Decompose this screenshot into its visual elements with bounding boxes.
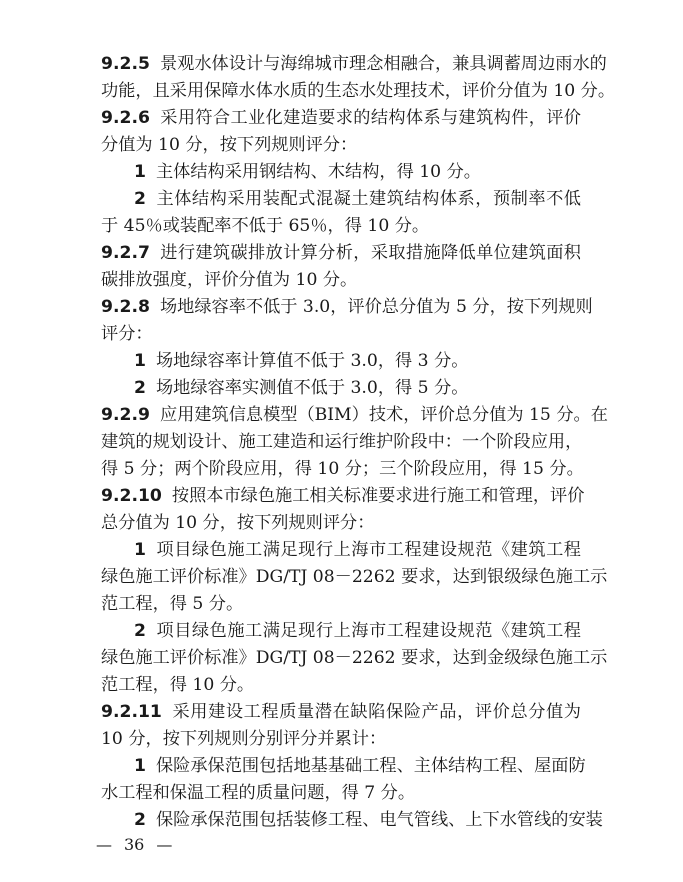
- clause-9-2-9-line-3: 得 5 分；两个阶段应用，得 10 分；三个阶段应用，得 15 分。: [101, 459, 584, 479]
- item-number: 1: [134, 162, 146, 182]
- clause-9-2-7-line-2: 碳排放强度，评价分值为 10 分。: [101, 270, 358, 290]
- clause-9-2-10-item-1-line-1: 1 项目绿色施工满足现行上海市工程建设规范《建筑工程: [134, 540, 581, 560]
- clause-9-2-8-item-2: 2 场地绿容率实测值不低于 3.0，得 5 分。: [134, 378, 469, 398]
- clause-number: 9.2.11: [101, 702, 162, 722]
- clause-9-2-6-line-2: 分值为 10 分，按下列规则评分：: [101, 135, 358, 155]
- clause-9-2-7-line-1: 9.2.7 进行建筑碳排放计算分析，采取措施降低单位建筑面积: [101, 243, 581, 263]
- clause-9-2-5-line-1: 9.2.5 景观水体设计与海绵城市理念相融合，兼具调蓄周边雨水的: [101, 54, 607, 74]
- item-number: 2: [134, 189, 146, 209]
- clause-9-2-9-line-2: 建筑的规划设计、施工建造和运行维护阶段中：一个阶段应用，: [101, 432, 583, 452]
- clause-9-2-8-line-1: 9.2.8 场地绿容率不低于 3.0，评价总分值为 5 分，按下列规则: [101, 297, 593, 317]
- clause-9-2-6-item-2-line-1: 2 主体结构采用装配式混凝土建筑结构体系，预制率不低: [134, 189, 581, 209]
- item-number: 2: [134, 621, 146, 641]
- clause-9-2-10-item-1-line-2: 绿色施工评价标准》DG/TJ 08－2262 要求，达到银级绿色施工示: [101, 567, 608, 587]
- clause-9-2-11-item-2-line-1: 2 保险承保范围包括装修工程、电气管线、上下水管线的安装: [134, 810, 603, 830]
- clause-9-2-6-line-1: 9.2.6 采用符合工业化建造要求的结构体系与建筑构件，评价: [101, 108, 581, 128]
- item-number: 1: [134, 540, 146, 560]
- clause-9-2-8-item-1: 1 场地绿容率计算值不低于 3.0，得 3 分。: [134, 351, 469, 371]
- clause-number: 9.2.5: [101, 54, 150, 74]
- clause-9-2-6-item-2-line-2: 于 45％或装配率不低于 65％，得 10 分。: [101, 216, 430, 236]
- clause-9-2-8-line-2: 评分：: [101, 324, 153, 344]
- clause-9-2-6-item-1: 1 主体结构采用钢结构、木结构，得 10 分。: [134, 162, 481, 182]
- page-footer: [96, 833, 184, 857]
- clause-9-2-11-line-1: 9.2.11 采用建设工程质量潜在缺陷保险产品，评价总分值为: [101, 702, 581, 722]
- clause-9-2-10-line-1: 9.2.10 按照本市绿色施工相关标准要求进行施工和管理，评价: [101, 486, 585, 506]
- clause-number: 9.2.6: [101, 108, 150, 128]
- clause-9-2-10-item-1-line-3: 范工程，得 5 分。: [101, 594, 244, 614]
- clause-9-2-11-item-1-line-2: 水工程和保温工程的质量问题，得 7 分。: [101, 783, 416, 803]
- clause-9-2-10-item-2-line-3: 范工程，得 10 分。: [101, 675, 255, 695]
- clause-9-2-10-item-2-line-2: 绿色施工评价标准》DG/TJ 08－2262 要求，达到金级绿色施工示: [101, 648, 608, 668]
- clause-9-2-10-line-2: 总分值为 10 分，按下列规则评分：: [101, 513, 375, 533]
- clause-9-2-11-item-1-line-1: 1 保险承保范围包括地基基础工程、主体结构工程、屋面防: [134, 756, 586, 776]
- clause-number: 9.2.8: [101, 297, 150, 317]
- clause-9-2-11-line-2: 10 分，按下列规则分别评分并累计：: [101, 729, 387, 749]
- item-number: 1: [134, 756, 146, 776]
- clause-number: 9.2.10: [101, 486, 162, 506]
- item-number: 2: [134, 810, 146, 830]
- clause-number: 9.2.9: [101, 405, 150, 425]
- clause-9-2-10-item-2-line-1: 2 项目绿色施工满足现行上海市工程建设规范《建筑工程: [134, 621, 581, 641]
- footer-dash-left: —: [96, 835, 112, 854]
- item-number: 2: [134, 378, 146, 398]
- item-number: 1: [134, 351, 146, 371]
- clause-number: 9.2.7: [101, 243, 150, 263]
- footer-dash-right: —: [156, 835, 173, 854]
- clause-9-2-5-line-2: 功能，且采用保障水体水质的生态水处理技术，评价分值为 10 分。: [101, 81, 616, 101]
- page-number: 36: [124, 835, 145, 854]
- clause-9-2-9-line-1: 9.2.9 应用建筑信息模型（BIM）技术，评价总分值为 15 分。在: [101, 405, 608, 425]
